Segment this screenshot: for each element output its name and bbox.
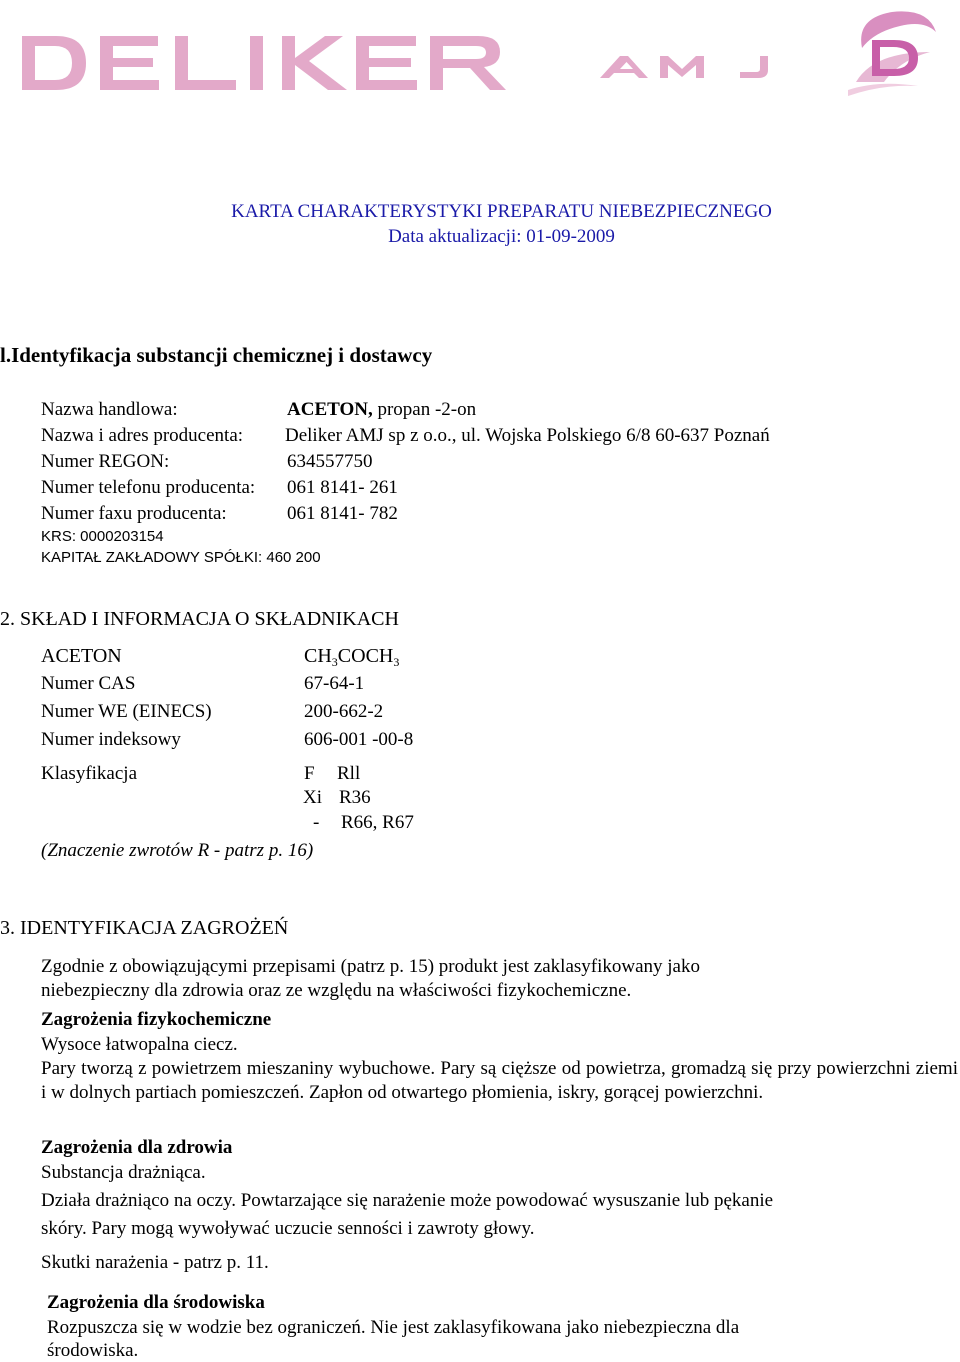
update-date: Data aktualizacji: 01-09-2009: [388, 226, 615, 247]
section2-heading: 2. SKŁAD I INFORMACJA O SKŁADNIKACH: [0, 608, 399, 630]
logo-letter-i: [250, 36, 263, 90]
formula-part-2: COCH: [337, 645, 394, 667]
chemical-formula: [304, 645, 399, 668]
logo-letter-a: [600, 56, 648, 78]
fax-value: 061 8141- 782: [287, 503, 398, 524]
environment-line-1: Rozpuszcza się w wodzie bez ograniczeń. Nie jest zaklasyfikowana jako niebezpieczna dla: [47, 1317, 740, 1338]
trade-name-value: [287, 399, 476, 421]
logo-letter-r: [430, 36, 506, 90]
formula-subscript-2: 3: [393, 655, 400, 669]
einecs-value: 200-662-2: [304, 701, 384, 722]
classification-label: Klasyfikacja: [41, 763, 138, 784]
health-line-4: Skutki narażenia - patrz p. 11.: [41, 1252, 269, 1273]
index-value: 606-001 -00-8: [304, 729, 414, 750]
trade-name-label: Nazwa handlowa:: [41, 399, 178, 420]
classification-phrase-2: R36: [339, 787, 371, 808]
cas-label: Numer CAS: [41, 673, 136, 694]
logo-letter-e2: [356, 36, 417, 90]
section1-heading: l.Identyfikacja substancji chemicznej i dostawcy: [0, 343, 433, 367]
regon-label: Numer REGON:: [41, 451, 170, 472]
health-hazards-heading: Zagrożenia dla zdrowia: [41, 1137, 233, 1158]
environment-hazards-heading: Zagrożenia dla środowiska: [47, 1292, 265, 1313]
phone-value: 061 8141- 261: [287, 477, 398, 498]
physchem-hazards-heading: Zagrożenia fizykochemiczne: [41, 1009, 272, 1030]
cas-value: 67-64-1: [304, 673, 365, 694]
health-line-2: Działa drażniąco na oczy. Powtarzające się narażenie może powodować wysuszanie lub pękanie: [41, 1190, 774, 1211]
index-label: Numer indeksowy: [41, 729, 181, 750]
logo-emblem: [848, 11, 936, 96]
company-logo: [0, 0, 960, 110]
logo-letter-m: [660, 56, 704, 78]
logo-letter-e: [100, 36, 159, 90]
health-line-3: skóry. Pary mogą wywoływać uczucie senności i zawroty głowy.: [41, 1218, 535, 1239]
trade-name-rest: propan -2-on: [372, 399, 477, 420]
phone-label: Numer telefonu producenta:: [41, 477, 256, 498]
fax-label: Numer faxu producenta:: [41, 503, 227, 524]
classification-symbol-1: F: [304, 763, 315, 784]
logo-letter-l: [175, 36, 236, 90]
section3-heading: 3. IDENTYFIKACJA ZAGROŻEŃ: [0, 917, 289, 939]
physchem-paragraph: Pary tworzą z powietrzem mieszaniny wybuchowe. Pary są cięższe od powietrza, gromadzą się przy powierzchni ziemi i w dolnych partiach pomieszczeń. Zapłon od otwartego płomienia, iskry, gorącej powierzchni.: [41, 1058, 958, 1103]
logo-letter-k: [282, 36, 347, 90]
producer-label: Nazwa i adres producenta:: [41, 425, 244, 446]
trade-name-bold: ACETON,: [287, 399, 373, 420]
document-title: KARTA CHARAKTERYSTYKI PREPARATU NIEBEZPIECZNEGO: [231, 201, 772, 222]
classification-symbol-3: -: [313, 812, 320, 833]
krs-number: KRS: 0000203154: [41, 528, 164, 545]
einecs-label: Numer WE (EINECS): [41, 701, 212, 722]
classification-phrase-3: R66, R67: [341, 812, 414, 833]
classification-phrase-1: Rll: [337, 763, 361, 784]
physchem-line: Wysoce łatwopalna ciecz.: [41, 1034, 238, 1055]
producer-value: Deliker AMJ sp z o.o., ul. Wojska Polskiego 6/8 60-637 Poznań: [285, 425, 770, 446]
logo-letter-d: [22, 36, 86, 90]
logo-letter-j: [740, 56, 768, 78]
environment-line-2: środowiska.: [47, 1340, 139, 1361]
hazard-intro: Zgodnie z obowiązującymi przepisami (patrz p. 15) produkt jest zaklasyfikowany jako niebezpieczny dla zdrowia oraz ze względu na właściwości fizykochemiczne.: [41, 956, 700, 1001]
regon-value: 634557750: [287, 451, 373, 472]
classification-symbol-2: Xi: [303, 787, 322, 808]
r-phrases-note: (Znaczenie zwrotów R - patrz p. 16): [41, 840, 314, 861]
substance-name: ACETON: [41, 645, 122, 667]
formula-part-1: CH: [304, 645, 332, 667]
formula-subscript-1: 3: [331, 655, 338, 669]
share-capital: KAPITAŁ ZAKŁADOWY SPÓŁKI: 460 200: [41, 549, 321, 566]
health-line-1: Substancja drażniąca.: [41, 1162, 206, 1183]
